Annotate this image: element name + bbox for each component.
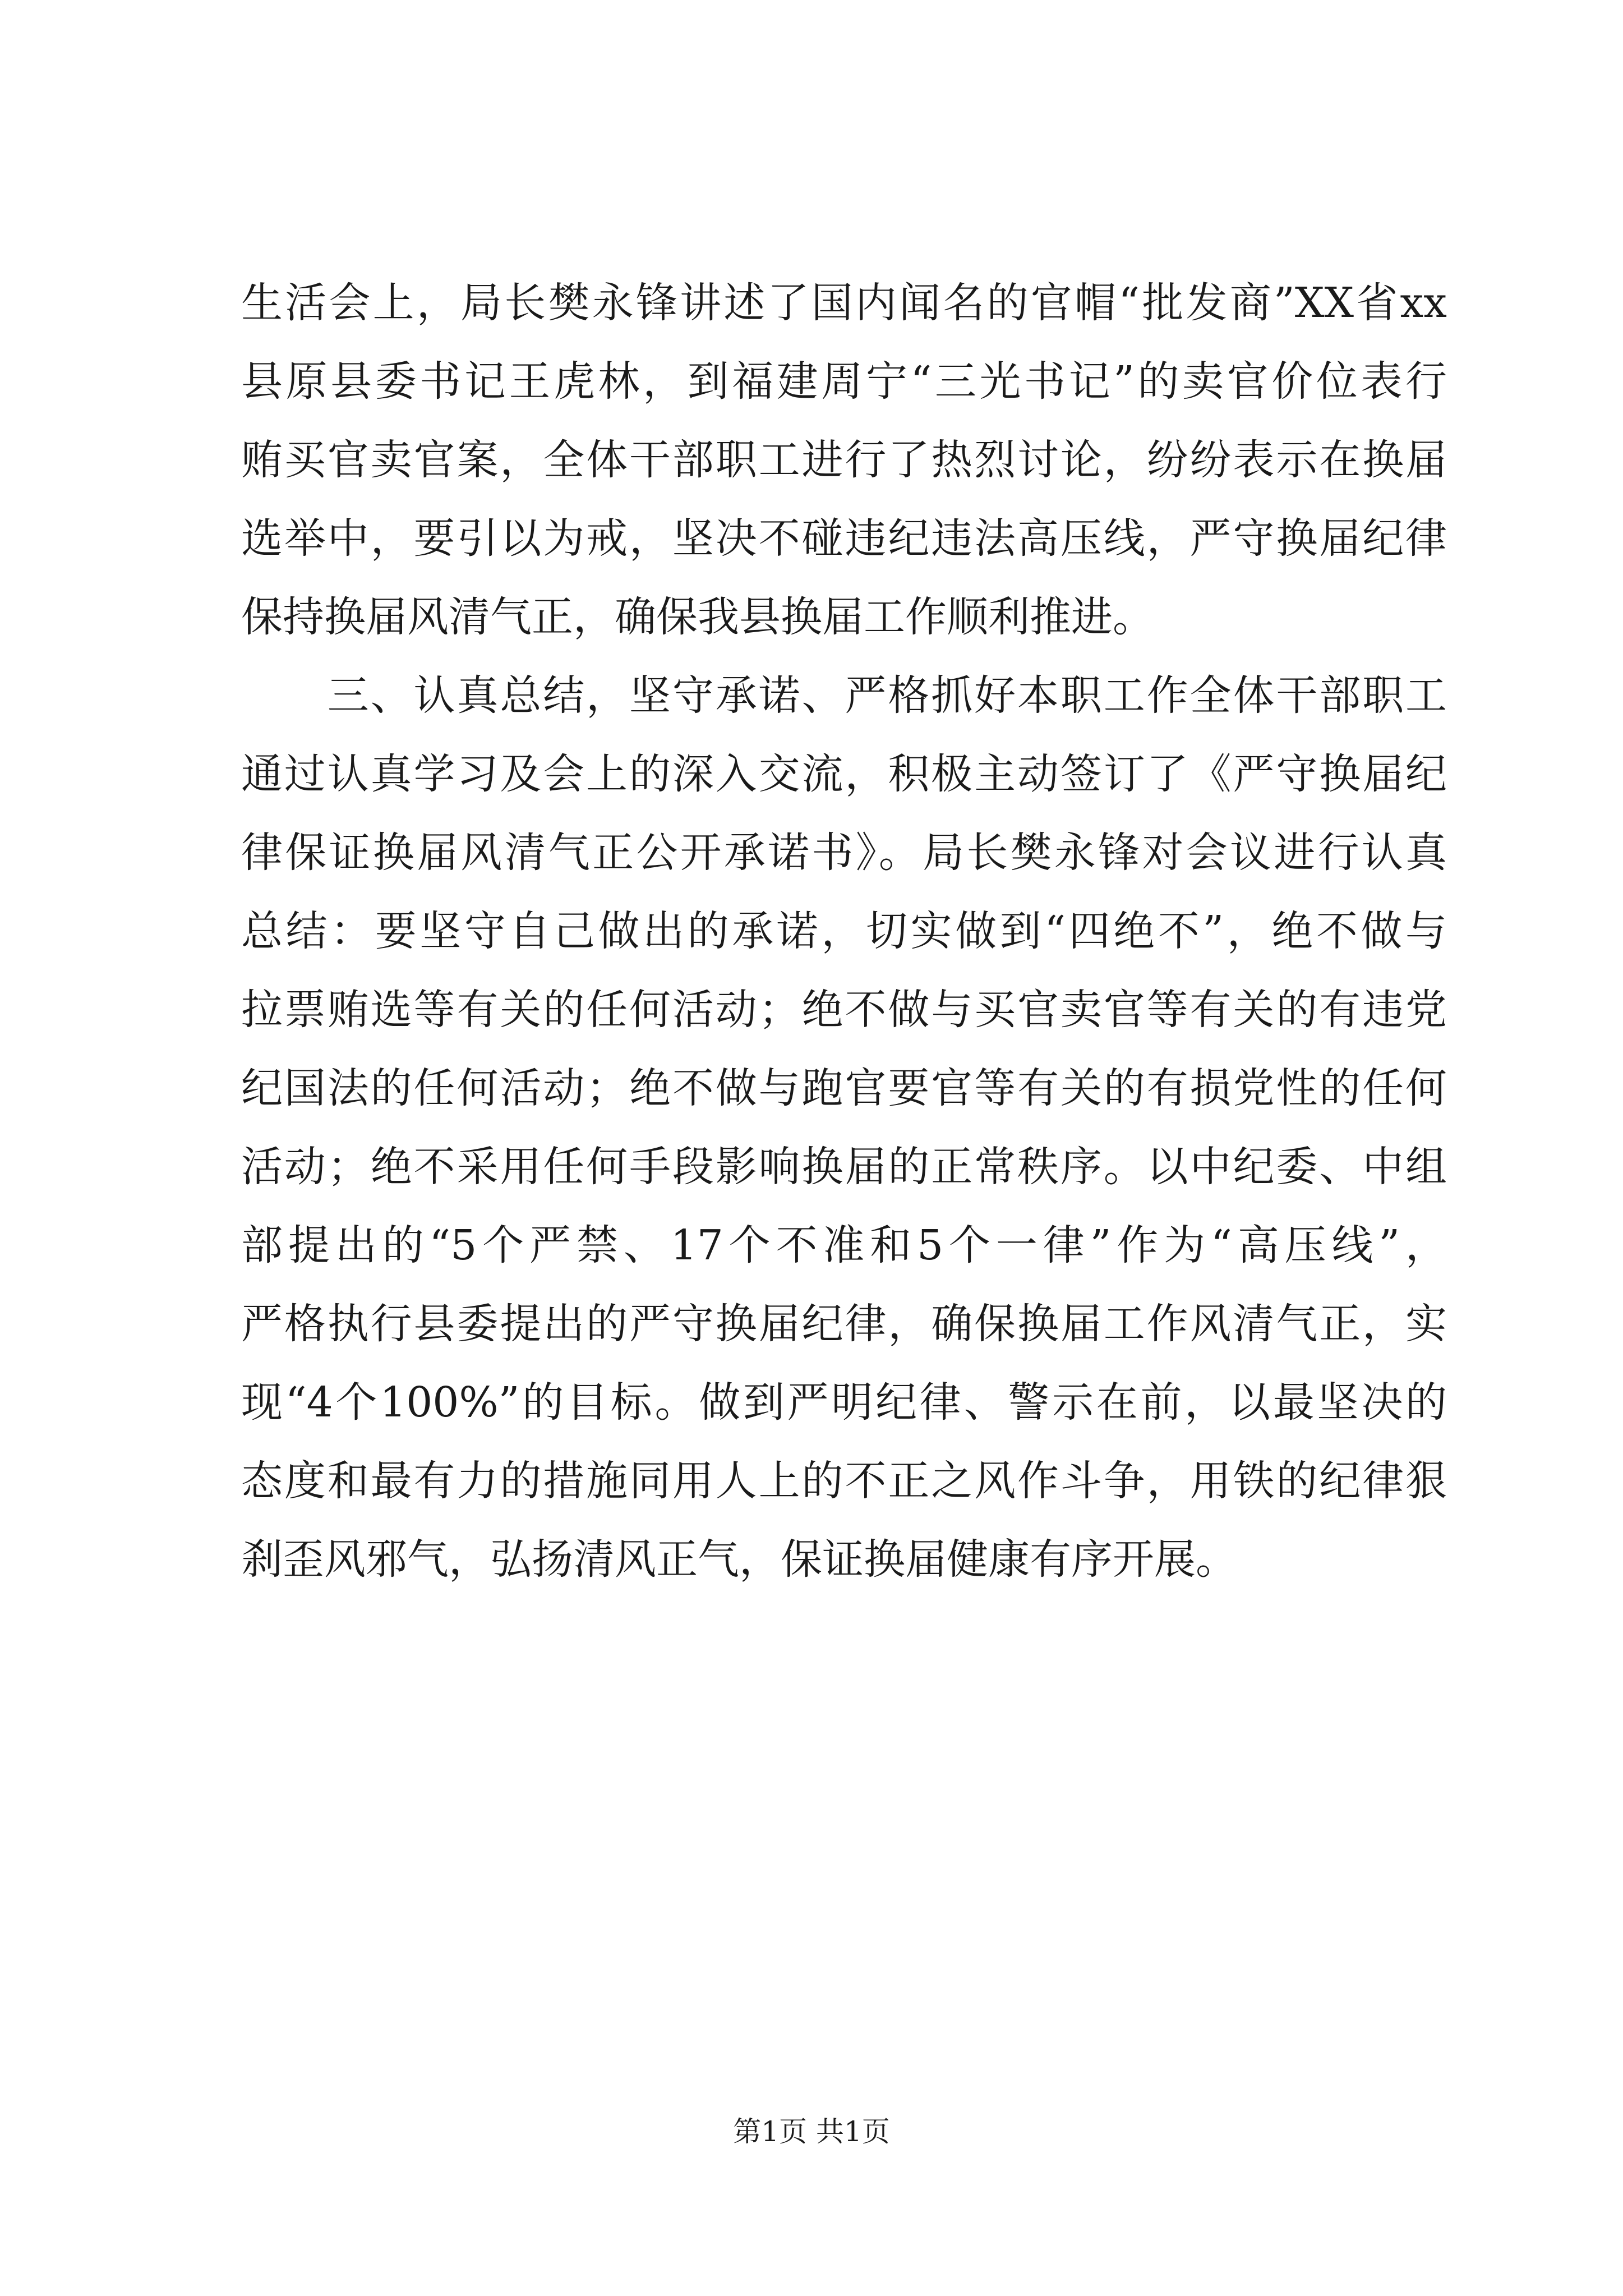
text-line: 纪国法的任何活动；绝不做与跑官要官等有关的有损党性的任何 bbox=[241, 1064, 1447, 1112]
text-line: 严格执行县委提出的严守换届纪律，确保换届工作风清气正，实 bbox=[241, 1300, 1447, 1348]
text-line: 活动；绝不采用任何手段影响换届的正常秩序。以中纪委、中组 bbox=[241, 1143, 1447, 1191]
text-line: 选举中，要引以为戒，坚决不碰违纪违法高压线，严守换届纪律 bbox=[241, 514, 1447, 563]
page-footer: 第1页 共1页 bbox=[733, 2115, 890, 2148]
text-line: 三、认真总结，坚守承诺、严格抓好本职工作全体干部职工 bbox=[241, 671, 1447, 720]
text-line: 通过认真学习及会上的深入交流，积极主动签订了《严守换届纪 bbox=[241, 750, 1447, 798]
text-line: 生活会上，局长樊永锋讲述了国内闻名的官帽“批发商”XX省xx bbox=[241, 279, 1447, 327]
text-line: 态度和最有力的措施同用人上的不正之风作斗争，用铁的纪律狠 bbox=[241, 1457, 1447, 1505]
text-line: 县原县委书记王虎林，到福建周宁“三光书记”的卖官价位表行 bbox=[241, 357, 1447, 406]
text-line: 保持换届风清气正，确保我县换届工作顺利推进。 bbox=[241, 593, 1154, 641]
text-line: 现“4个100%”的目标。做到严明纪律、警示在前，以最坚决的 bbox=[241, 1378, 1447, 1427]
document-body bbox=[241, 264, 1447, 1599]
paragraph-2 bbox=[241, 656, 1447, 1599]
text-line: 总结：要坚守自己做出的承诺，切实做到“四绝不”，绝不做与 bbox=[241, 907, 1447, 955]
paragraph-1 bbox=[241, 264, 1447, 656]
text-line: 拉票贿选等有关的任何活动；绝不做与买官卖官等有关的有违党 bbox=[241, 986, 1447, 1034]
text-line: 贿买官卖官案，全体干部职工进行了热烈讨论，纷纷表示在换届 bbox=[241, 436, 1447, 484]
text-line: 律保证换届风清气正公开承诺书》。局长樊永锋对会议进行认真 bbox=[241, 829, 1447, 877]
text-line: 刹歪风邪气，弘扬清风正气，保证换届健康有序开展。 bbox=[241, 1535, 1237, 1584]
text-line: 部提出的“5个严禁、17个不准和5个一律”作为“高压线”， bbox=[241, 1221, 1447, 1269]
